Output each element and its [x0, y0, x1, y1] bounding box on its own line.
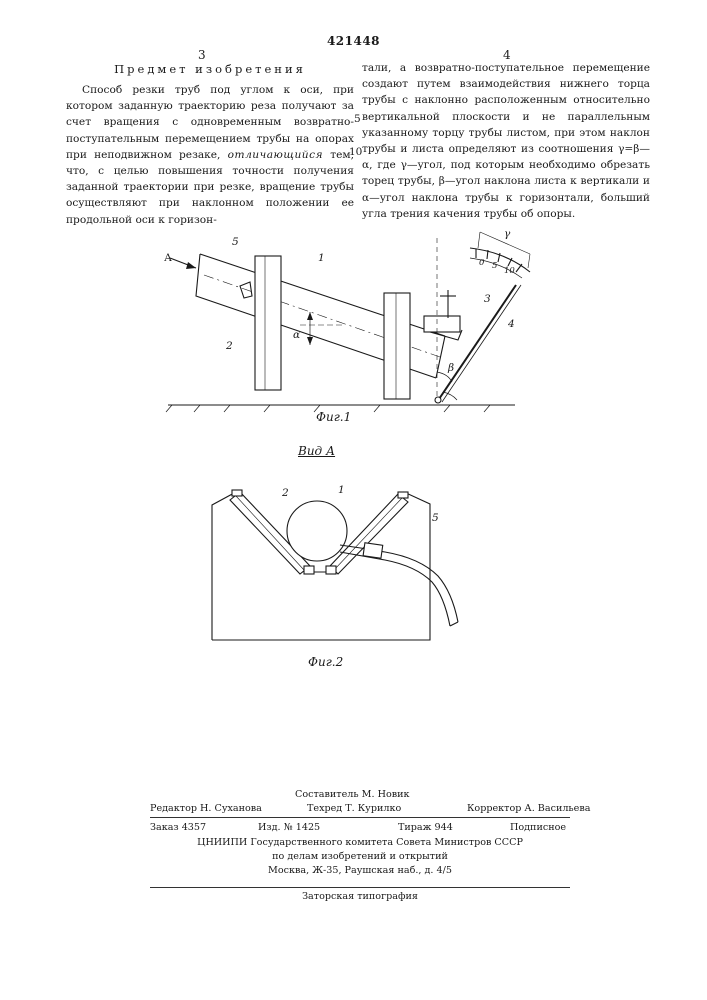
- claim-left-part2: тем, что, с целью повышения точности получения заданной траектории при резке, вращение трубы осуществляют при наклонном положении ее продольной оси к горизон-: [66, 148, 355, 226]
- fig1-torch-mark: [240, 282, 252, 298]
- credit-printer: Заторская типография: [302, 891, 418, 902]
- line-number-5: 5: [354, 113, 361, 125]
- credits-rule-bottom: [150, 887, 570, 888]
- claim-left-part1: Способ резки труб под углом к оси, при котором заданную траекторию реза получают за счет вращения с одновременным возвратно-поступательным перемещением трубы на опорах при неподвижном резаке,: [66, 84, 354, 161]
- institute-line-3: Москва, Ж-35, Раушская наб., д. 4/5: [268, 865, 452, 876]
- credit-corrector: Корректор А. Васильева: [467, 803, 591, 814]
- line-number-10: 10: [349, 146, 363, 158]
- credits-rule-top: [150, 817, 570, 818]
- label-5: 5: [232, 236, 239, 248]
- label-arrow-a: А: [164, 252, 172, 264]
- fig1-clamp: [424, 290, 462, 340]
- section-title: Предмет изобретения: [114, 62, 306, 76]
- fig2-hose: [340, 545, 458, 622]
- view-a-label: Вид А: [298, 444, 336, 458]
- institute-line-1: ЦНИИПИ Государственного комитета Совета Министров СССР: [197, 837, 523, 848]
- credit-tirazh: Тираж 944: [398, 822, 453, 833]
- credit-podpisnoe: Подписное: [510, 822, 567, 833]
- column-number-left: 3: [198, 48, 206, 62]
- label-alpha: α: [293, 329, 301, 341]
- fig2-torch: [363, 543, 383, 558]
- fig2-pipe: [287, 501, 347, 561]
- institute-line-2: по делам изобретений и открытий: [272, 851, 448, 862]
- credit-institute: [150, 836, 570, 878]
- credit-techred: Техред Т. Курилко: [307, 803, 402, 814]
- credit-order: Заказ 4357: [150, 822, 207, 833]
- fig1-hinge: [435, 397, 441, 403]
- label-scale-10: 10: [504, 266, 515, 276]
- label-1: 1: [318, 252, 325, 264]
- claim-text-right: тали, а возвратно-поступательное перемещение создают путем взаимодействия нижнего торца трубы с наклонно расположенным относительно вертикальной плоскости и не параллельным указанному торцу трубы листом, при этом наклон трубы и листа определяют из соотношения γ=β—α, где γ—угол, под которым необходимо обрезать торец трубы, β—угол наклона листа к вертикали и α—угол наклона трубы к горизонтали, больший угла трения качения трубы об опоры.: [362, 62, 650, 220]
- label-scale-5: 5: [492, 261, 498, 271]
- fig2-label-2: 2: [282, 487, 289, 499]
- credit-editor: Редактор Н. Суханова: [150, 803, 262, 814]
- fig1-caption: Фиг.1: [316, 410, 352, 424]
- label-2: 2: [226, 340, 233, 352]
- fig1-scale: [470, 232, 530, 278]
- fig2-label-5: 5: [432, 512, 439, 524]
- label-gamma: γ: [504, 228, 511, 240]
- fig2-caption: Фиг.2: [308, 655, 344, 669]
- fig1-support-left: [255, 256, 281, 390]
- column-number-right: 4: [503, 48, 511, 62]
- fig1-support-right: [384, 293, 410, 399]
- claim-emphasis: отличающийся: [227, 148, 324, 161]
- label-beta: β: [448, 362, 455, 374]
- credit-compiler: Составитель М. Новик: [295, 789, 410, 800]
- label-4: 4: [508, 318, 515, 330]
- fig1-sheet: [437, 285, 516, 402]
- fig2-label-1: 1: [338, 484, 345, 496]
- credit-izd: Изд. № 1425: [258, 822, 321, 833]
- label-scale-0: 0: [479, 258, 485, 268]
- label-3: 3: [484, 293, 491, 305]
- patent-number: 421448: [326, 34, 381, 48]
